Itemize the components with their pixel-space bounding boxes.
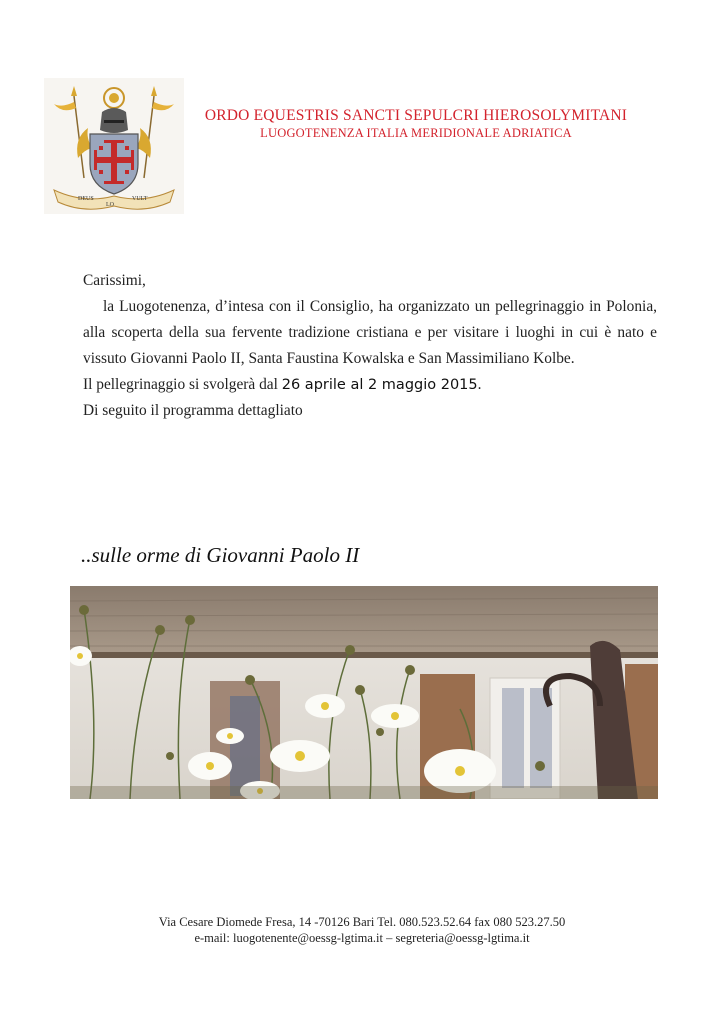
coat-of-arms-icon: [44, 78, 184, 214]
dates-line: [83, 372, 657, 398]
letterhead: [194, 107, 638, 141]
lieutenancy-title: LUOGOTENENZA ITALIA MERIDIONALE ADRIATICA: [260, 126, 572, 140]
section-subtitle: ..sulle orme di Giovanni Paolo II: [81, 543, 360, 567]
dates-value: 26 aprile al 2 maggio 2015: [281, 377, 478, 393]
footer-address: Via Cesare Diomede Fresa, 14 -70126 Bari Tel. 080.523.52.64 fax 080 523.27.50: [158, 915, 566, 929]
dates-suffix: .: [477, 376, 482, 393]
motto-word: DEUS: [78, 196, 94, 202]
flowers-house-photo: [70, 586, 658, 799]
letter-body: [83, 268, 657, 424]
order-title: ORDO EQUESTRIS SANCTI SEPULCRI HIEROSOLYMITANI: [204, 107, 628, 124]
greeting: Carissimi,: [83, 272, 146, 289]
footer: [0, 914, 724, 946]
program-line: Di seguito il programma dettagliato: [83, 402, 303, 419]
dates-prefix: Il pellegrinaggio si svolgerà dal: [83, 376, 282, 393]
motto-word: LO: [106, 202, 114, 208]
paragraph-intro: la Luogotenenza, d’intesa con il Consiglio, ha organizzato un pellegrinaggio in Polonia, alla scoperta della sua fervente tradizione cristiana e per visitare i luoghi in cui è nato e vissuto Giovanni Paolo II, Santa Faustina Kowalska e San Massimiliano Kolbe.: [83, 298, 657, 367]
motto-word: VULT: [132, 196, 148, 202]
footer-email: e-mail: luogotenente@oessg-lgtima.it – segreteria@oessg-lgtima.it: [194, 931, 530, 945]
